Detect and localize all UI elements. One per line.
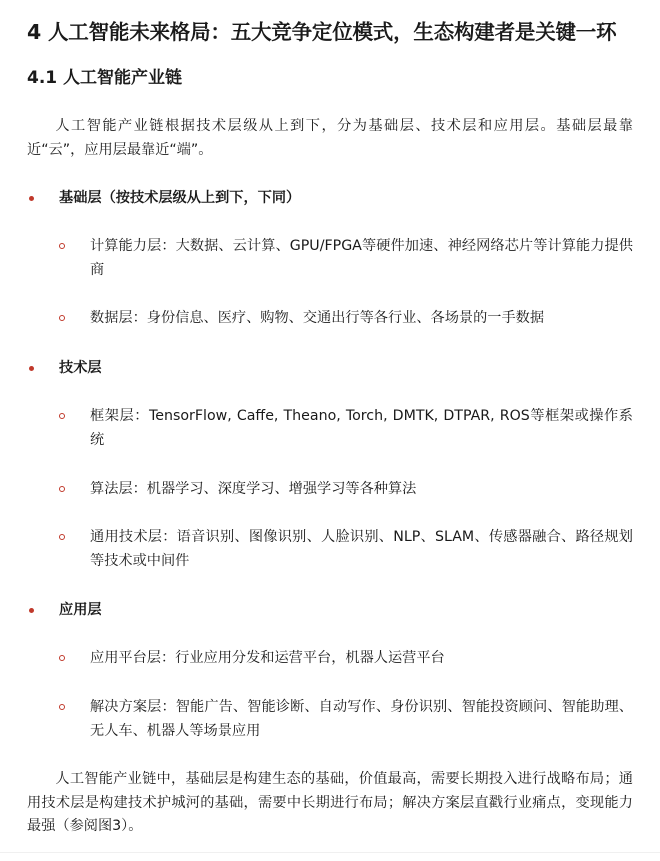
section-heading: 4 人工智能未来格局：五大竞争定位模式，生态构建者是关键一环 (27, 20, 617, 44)
circle-bullet-icon (59, 486, 65, 492)
sub-item-text: 计算能力层：大数据、云计算、GPU/FPGA等硬件加速、神经网络芯片等计算能力提供商 (90, 238, 633, 278)
sub-item-general-tech (58, 526, 633, 573)
intro-paragraph: 人工智能产业链根据技术层级从上到下，分为基础层、技术层和应用层。基础层最靠近“云”，应用层最靠近“端”。 (27, 118, 633, 158)
circle-bullet-icon (59, 315, 65, 321)
sub-item-solution (58, 696, 633, 743)
bullet-dot-icon (29, 366, 34, 371)
sub-item-algorithm (58, 478, 633, 502)
sub-item-data (58, 307, 633, 331)
sub-item-text: 框架层：TensorFlow, Caffe, Theano, Torch, DMTK, DTPAR, ROS等框架或操作系统 (90, 408, 633, 448)
circle-bullet-icon (59, 655, 65, 661)
section-title: 基础层（按技术层级从上到下，下同） (59, 190, 301, 206)
bullet-dot-icon (29, 196, 34, 201)
sub-item-platform (58, 647, 633, 671)
section-title: 技术层 (59, 360, 102, 376)
page-bottom-divider (0, 852, 660, 853)
circle-bullet-icon (59, 704, 65, 710)
circle-bullet-icon (59, 243, 65, 249)
sub-item-text: 数据层：身份信息、医疗、购物、交通出行等各行业、各场景的一手数据 (90, 310, 545, 326)
circle-bullet-icon (59, 534, 65, 540)
sub-item-compute (58, 235, 633, 282)
sub-item-text: 应用平台层：行业应用分发和运营平台，机器人运营平台 (90, 650, 445, 666)
bullet-dot-icon (29, 608, 34, 613)
sub-item-text: 解决方案层：智能广告、智能诊断、自动写作、身份识别、智能投资顾问、智能助理、无人车、机器人等场景应用 (90, 699, 633, 739)
sub-item-text: 算法层：机器学习、深度学习、增强学习等各种算法 (90, 481, 417, 497)
subsection-heading: 4.1 人工智能产业链 (27, 68, 183, 88)
sub-item-text: 通用技术层：语音识别、图像识别、人脸识别、NLP、SLAM、传感器融合、路径规划等技术或中间件 (90, 529, 633, 569)
circle-bullet-icon (59, 413, 65, 419)
sub-item-framework (58, 405, 633, 452)
conclusion-paragraph: 人工智能产业链中，基础层是构建生态的基础，价值最高，需要长期投入进行战略布局；通用技术层是构建技术护城河的基础，需要中长期进行布局；解决方案层直戳行业痛点，变现能力最强（参阅图3）。 (27, 771, 633, 834)
section-title: 应用层 (59, 602, 102, 618)
